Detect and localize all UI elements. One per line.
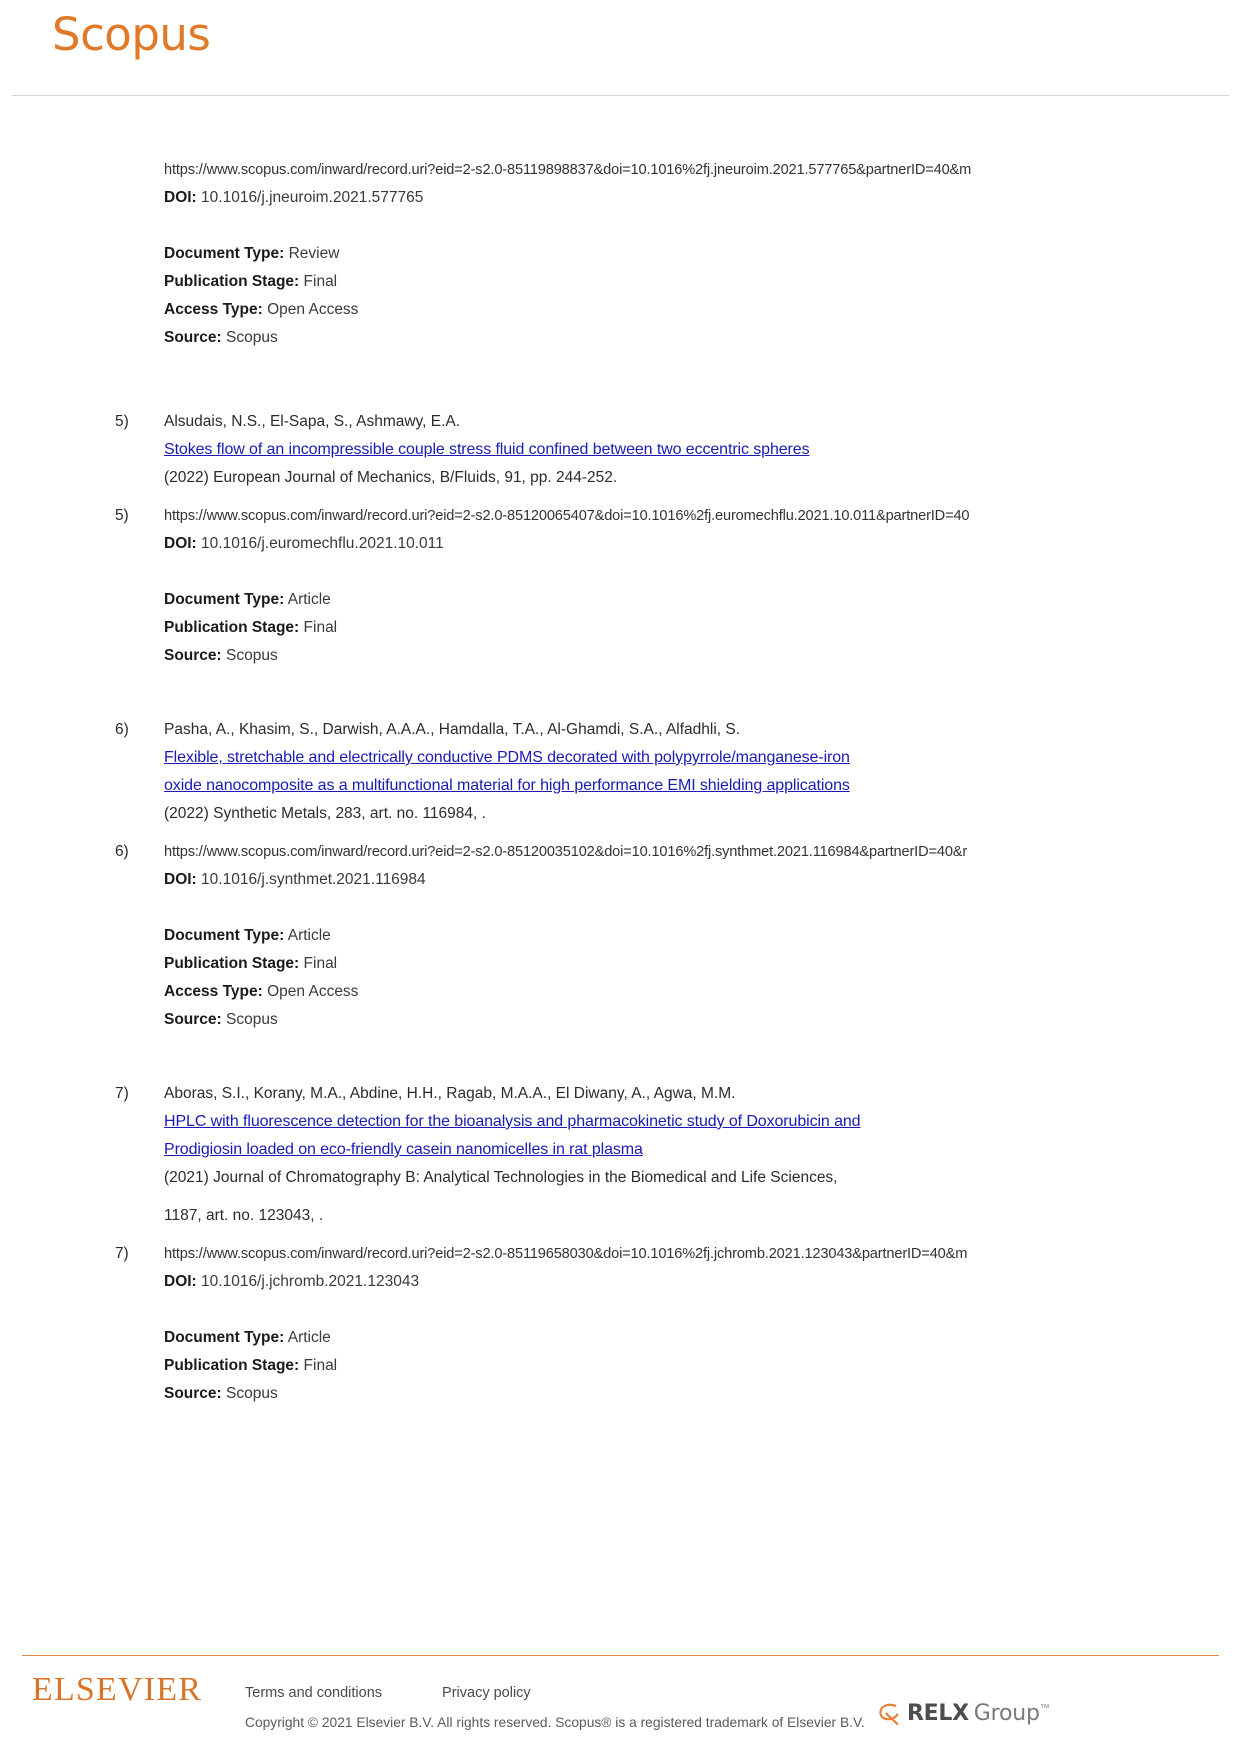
footer-divider (22, 1655, 1219, 1656)
document-type-line (164, 922, 1241, 950)
access-type-value: Open Access (267, 301, 359, 318)
spacer (0, 1230, 1241, 1240)
relx-mark-icon (875, 1701, 902, 1728)
document-type-value: Article (287, 927, 331, 944)
record-url[interactable]: https://www.scopus.com/inward/record.uri?eid=2-s2.0-85120065407&doi=10.1016%2fj.euromechflu.2021.10.011&partnerID=40 (164, 508, 970, 524)
record-doi-line (0, 184, 1241, 212)
publication-stage-label: Publication Stage: (164, 273, 300, 290)
record-source-info: (2022) Synthetic Metals, 283, art. no. 116984, . (164, 805, 486, 822)
publication-stage-value: Final (303, 1357, 338, 1374)
spacer (0, 1192, 1241, 1202)
publication-stage-label: Publication Stage: (164, 619, 300, 636)
spacer (0, 894, 1241, 922)
record-authors-line (0, 716, 1241, 744)
record-entry (0, 352, 1241, 670)
document-type-value: Review (288, 245, 340, 262)
record-source-info: (2022) European Journal of Mechanics, B/Fluids, 91, pp. 244-252. (164, 469, 618, 486)
publication-stage-line (164, 268, 1241, 296)
publication-stage-line (164, 950, 1241, 978)
doi-label: DOI: (164, 871, 197, 888)
record-entry (0, 670, 1241, 1034)
source-label: Source: (164, 647, 222, 664)
record-url-index: 5) (115, 507, 129, 524)
record-entry (0, 96, 1241, 352)
access-type-line (164, 978, 1241, 1006)
source-label: Source: (164, 1385, 222, 1402)
publication-stage-value: Final (303, 955, 338, 972)
publication-stage-label: Publication Stage: (164, 955, 300, 972)
record-title-line (0, 1136, 1241, 1164)
source-value: Scopus (226, 1011, 278, 1028)
record-authors-line (0, 408, 1241, 436)
record-url-line (0, 502, 1241, 530)
spacer (0, 828, 1241, 838)
record-source-info-line (0, 800, 1241, 828)
document-type-line (164, 240, 1241, 268)
record-title-link-cont[interactable]: Prodigiosin loaded on eco-friendly casein nanomicelles in rat plasma (164, 1141, 643, 1158)
record-title-line (0, 436, 1241, 464)
access-type-label: Access Type: (164, 983, 263, 1000)
record-source-info: (2021) Journal of Chromatography B: Analytical Technologies in the Biomedical and Life Sciences, (164, 1169, 838, 1186)
record-index: 6) (115, 721, 129, 738)
publication-stage-value: Final (303, 273, 338, 290)
record-url-index: 6) (115, 843, 129, 860)
source-line (164, 324, 1241, 352)
relx-group-word: Group (973, 1701, 1040, 1726)
source-line (164, 1006, 1241, 1034)
terms-and-conditions-link[interactable]: Terms and conditions (245, 1685, 383, 1701)
record-title-link[interactable]: Flexible, stretchable and electrically conductive PDMS decorated with polypyrrole/manganese-iron (164, 749, 850, 766)
record-doi-line (0, 530, 1241, 558)
source-value: Scopus (226, 1385, 278, 1402)
document-type-line (164, 586, 1241, 614)
publication-stage-line (164, 614, 1241, 642)
record-url-index: 7) (115, 1245, 129, 1262)
source-label: Source: (164, 1011, 222, 1028)
elsevier-logo: ELSEVIER (32, 1671, 203, 1708)
spacer (0, 1296, 1241, 1324)
record-title-line (0, 744, 1241, 772)
record-url-line (0, 156, 1241, 184)
record-title-link-cont[interactable]: oxide nanocomposite as a multifunctional material for high performance EMI shielding applications (164, 777, 850, 794)
record-url[interactable]: https://www.scopus.com/inward/record.uri?eid=2-s2.0-85120035102&doi=10.1016%2fj.synthmet.2021.116984&partnerID=40&r (164, 844, 968, 860)
spacer (0, 212, 1241, 240)
record-source-info-line-2 (0, 1202, 1241, 1230)
record-index: 7) (115, 1085, 129, 1102)
record-doi-line (0, 866, 1241, 894)
record-authors: Alsudais, N.S., El-Sapa, S., Ashmawy, E.A. (164, 413, 461, 430)
privacy-policy-link[interactable]: Privacy policy (442, 1685, 531, 1701)
doi-label: DOI: (164, 189, 197, 206)
source-line (164, 642, 1241, 670)
footer-links (245, 1685, 531, 1701)
doi-value: 10.1016/j.euromechflu.2021.10.011 (201, 535, 444, 552)
doi-label: DOI: (164, 535, 197, 552)
copyright-text: Copyright © 2021 Elsevier B.V. All rights reserved. Scopus® is a registered trademark of Elsevier B.V. (245, 1715, 865, 1730)
record-title-link[interactable]: Stokes flow of an incompressible couple stress fluid confined between two eccentric spheres (164, 441, 810, 458)
doi-value: 10.1016/j.jchromb.2021.123043 (201, 1273, 420, 1290)
record-url-line (0, 1240, 1241, 1268)
publication-stage-line (164, 1352, 1241, 1380)
record-url-line (0, 838, 1241, 866)
source-value: Scopus (226, 647, 278, 664)
page-footer (0, 1655, 1241, 1754)
document-type-label: Document Type: (164, 1329, 285, 1346)
publication-stage-value: Final (303, 619, 338, 636)
access-type-line (164, 296, 1241, 324)
relx-group-logo (875, 1703, 1050, 1728)
record-url[interactable]: https://www.scopus.com/inward/record.uri?eid=2-s2.0-85119898837&doi=10.1016%2fj.jneuroim.2021.577765&partnerID=40&m (164, 162, 972, 178)
record-title-line (0, 772, 1241, 800)
access-type-label: Access Type: (164, 301, 263, 318)
document-type-label: Document Type: (164, 927, 285, 944)
record-doi-line (0, 1268, 1241, 1296)
document-type-value: Article (287, 1329, 331, 1346)
record-index: 5) (115, 413, 129, 430)
doi-label: DOI: (164, 1273, 197, 1290)
record-source-info-line (0, 1164, 1241, 1192)
publication-stage-label: Publication Stage: (164, 1357, 300, 1374)
spacer (0, 558, 1241, 586)
document-list (0, 96, 1241, 1754)
doi-value: 10.1016/j.jneuroim.2021.577765 (201, 189, 424, 206)
record-title-link[interactable]: HPLC with fluorescence detection for the bioanalysis and pharmacokinetic study of Doxorubicin and (164, 1113, 861, 1130)
record-authors: Pasha, A., Khasim, S., Darwish, A.A.A., Hamdalla, T.A., Al-Ghamdi, S.A., Alfadhli, S. (164, 721, 741, 738)
document-type-label: Document Type: (164, 591, 285, 608)
document-type-label: Document Type: (164, 245, 285, 262)
doi-value: 10.1016/j.synthmet.2021.116984 (201, 871, 426, 888)
record-title-line (0, 1108, 1241, 1136)
relx-trademark-symbol: ™ (1039, 1703, 1050, 1714)
source-value: Scopus (226, 329, 278, 346)
record-source-info-cont: 1187, art. no. 123043, . (164, 1207, 324, 1224)
document-type-line (164, 1324, 1241, 1352)
record-authors: Aboras, S.I., Korany, M.A., Abdine, H.H., Ragab, M.A.A., El Diwany, A., Agwa, M.M. (164, 1085, 736, 1102)
record-source-info-line (0, 464, 1241, 492)
source-line (164, 1380, 1241, 1408)
record-entry (0, 1034, 1241, 1408)
record-authors-line (0, 1080, 1241, 1108)
source-label: Source: (164, 329, 222, 346)
record-url[interactable]: https://www.scopus.com/inward/record.uri?eid=2-s2.0-85119658030&doi=10.1016%2fj.jchromb.2021.123043&partnerID=40&m (164, 1246, 968, 1262)
relx-wordmark: RELX (907, 1701, 969, 1726)
document-type-value: Article (287, 591, 331, 608)
spacer (0, 492, 1241, 502)
access-type-value: Open Access (267, 983, 359, 1000)
scopus-logo[interactable]: Scopus (52, 8, 211, 61)
page-header (0, 0, 1241, 96)
